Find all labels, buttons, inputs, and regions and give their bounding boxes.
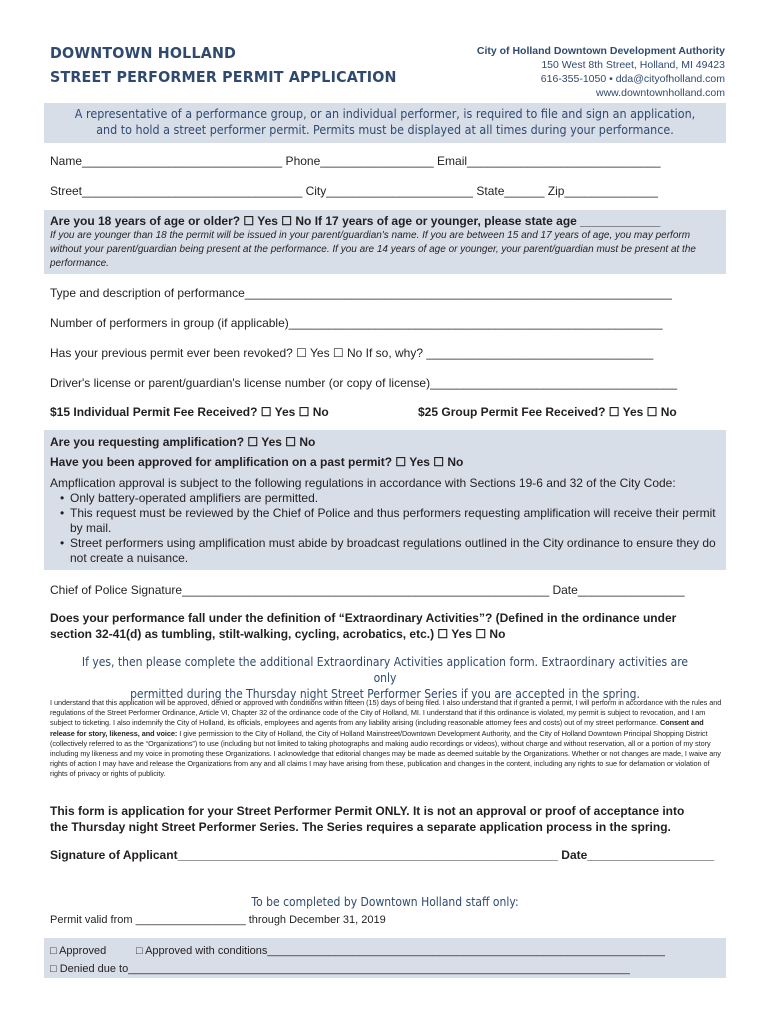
series-disclaimer <box>50 803 740 835</box>
extraordinary-note-line2: permitted during the Thursday night Street Performer Series if you are accepted in the spring. <box>130 687 640 701</box>
amplification-intro: Ampflication approval is subject to the following regulations in accordance with Sections 19-6 and 32 of the City Code: <box>50 476 676 490</box>
license-number-row[interactable]: Driver's license or parent/guardian's license number (or copy of license)_____________________________________ <box>50 376 678 390</box>
amplification-rule: • Only battery-operated amplifiers are permitted. <box>70 491 722 506</box>
amplification-question[interactable]: Are you requesting amplification? ☐ Yes ☐ No <box>50 435 316 449</box>
series-disclaimer-line2: the Thursday night Street Performer Series. The Series requires a separate application process in the spring. <box>50 820 671 834</box>
amplification-rule: • This request must be reviewed by the Chief of Police and thus performers requesting amplification will receive their permit by mail. <box>70 506 722 536</box>
intro-line1: A representative of a performance group, or an individual performer, is required to file and sign an application, <box>74 107 696 121</box>
name-phone-email-row[interactable]: Name______________________________ Phone_________________ Email_____________________________ <box>50 154 661 168</box>
amplification-regulations <box>50 476 722 566</box>
release-label: Consent and release for story, likeness, and voice: <box>50 718 704 738</box>
group-fee-row[interactable]: $25 Group Permit Fee Received? ☐ Yes ☐ No <box>418 405 677 419</box>
extraordinary-note <box>78 654 692 702</box>
extraordinary-question-line2: section 32-41(d) as tumbling, stilt-walking, cycling, acrobatics, etc.) ☐ Yes ☐ No <box>50 627 506 641</box>
age-question[interactable]: Are you 18 years of age or older? ☐ Yes ☐ No If 17 years of age or younger, please state age ____________ <box>50 214 661 228</box>
applicant-signature-row[interactable]: Signature of Applicant_________________________________________________________ Date___________________ <box>50 848 715 862</box>
extraordinary-question[interactable] <box>50 610 740 642</box>
amplification-rules-list <box>50 491 722 566</box>
series-disclaimer-line1: This form is application for your Street Performer Permit ONLY. It is not an approval or proof of acceptance into <box>50 804 685 818</box>
organization-website: www.downtownholland.com <box>596 87 725 99</box>
permit-valid-row[interactable]: Permit valid from __________________ through December 31, 2019 <box>50 914 386 926</box>
previous-revoked-row[interactable]: Has your previous permit ever been revoked? ☐ Yes ☐ No If so, why? __________________________________ <box>50 346 654 360</box>
legal-paragraph-end: I give permission to the City of Holland, the City of Holland Mainstreet/Downtown Development Authority, and the City of Holland Downtown Principal Shopping District (collectively referred to as the “Organizations”) to use (including but not limited to taking photographs and making audio recordings or videos), without charge and without reservation, all or a portion of my story including my likeness and my voice in promoting these Organizations. I acknowledge that editorial changes may be made as deemed suitable by the Organizations. Whether or not changes are made, I waive any rights of action I may have and release the Organizations from any and all claims I may have arising from these, publication and changes in the content, including any rights to sue for defamation or violation of rights of privacy or rights of publicity. <box>50 728 721 779</box>
approved-checkbox[interactable]: □ Approved <box>50 945 107 957</box>
staff-heading: To be completed by Downtown Holland staff only: <box>251 895 519 909</box>
performance-type-row[interactable]: Type and description of performance________________________________________________________________ <box>50 286 672 300</box>
amplification-rule: • Street performers using amplification must abide by broadcast regulations outlined in the City ordinance to ensure they do not create a nuisance. <box>70 536 722 566</box>
approved-with-conditions-row[interactable]: □ Approved with conditions_________________________________________________________________ <box>136 945 666 957</box>
age-note: If you are younger than 18 the permit will be issued in your parent/guardian's name. If you are between 15 and 17 years of age, you may perform without your parent/guardian being present at the performance. If you are 14 years of age or younger, your parent/guardian must be present at the performance. <box>50 230 696 269</box>
legal-paragraph-start: I understand that this application will be approved, denied or approved with conditions within fifteen (15) days of being filed. I also understand that if granted a permit, I will perform in accordance with the rules and regulations of the Street Performer Ordinance, Article VI, Chapter 32 of the ordinance code of the City of Holland, MI. I understand that if this ordinance is violated, my permit is subject to revocation, and I am subject to ticketing. I also indemnify the City of Holland, its officials, employees and agents from any liability arising (including reasonable attorney fees and costs) out of my street performance. <box>50 698 722 728</box>
legal-agreement <box>50 698 722 780</box>
organization-contact: 616-355-1050 • dda@cityofholland.com <box>540 73 725 85</box>
denied-due-to-row[interactable]: □ Denied due to__________________________________________________________________________________ <box>50 963 630 975</box>
amplification-past-question[interactable]: Have you been approved for amplification on a past permit? ☐ Yes ☐ No <box>50 455 464 469</box>
organization-name: City of Holland Downtown Development Authority <box>476 45 725 57</box>
form-title-line1: DOWNTOWN HOLLAND <box>50 44 237 62</box>
extraordinary-note-line1: If yes, then please complete the additional Extraordinary Activities application form. Extraordinary activities are only <box>81 655 689 685</box>
intro-text <box>68 106 702 138</box>
form-title-line2: STREET PERFORMER PERMIT APPLICATION <box>50 68 397 86</box>
performer-count-row[interactable]: Number of performers in group (if applicable)________________________________________________________ <box>50 316 663 330</box>
extraordinary-question-line1: Does your performance fall under the definition of “Extraordinary Activities”? (Defined in the ordinance under <box>50 611 677 625</box>
street-city-state-zip-row[interactable]: Street_________________________________ City______________________ State______ Zip______________ <box>50 184 658 198</box>
police-signature-row[interactable]: Chief of Police Signature_______________________________________________________ Date________________ <box>50 583 685 597</box>
organization-block <box>477 44 725 100</box>
individual-fee-row[interactable]: $15 Individual Permit Fee Received? ☐ Yes ☐ No <box>50 405 329 419</box>
intro-line2: and to hold a street performer permit. Permits must be displayed at all times during your performance. <box>96 123 674 137</box>
organization-address: 150 West 8th Street, Holland, MI 49423 <box>541 59 725 71</box>
